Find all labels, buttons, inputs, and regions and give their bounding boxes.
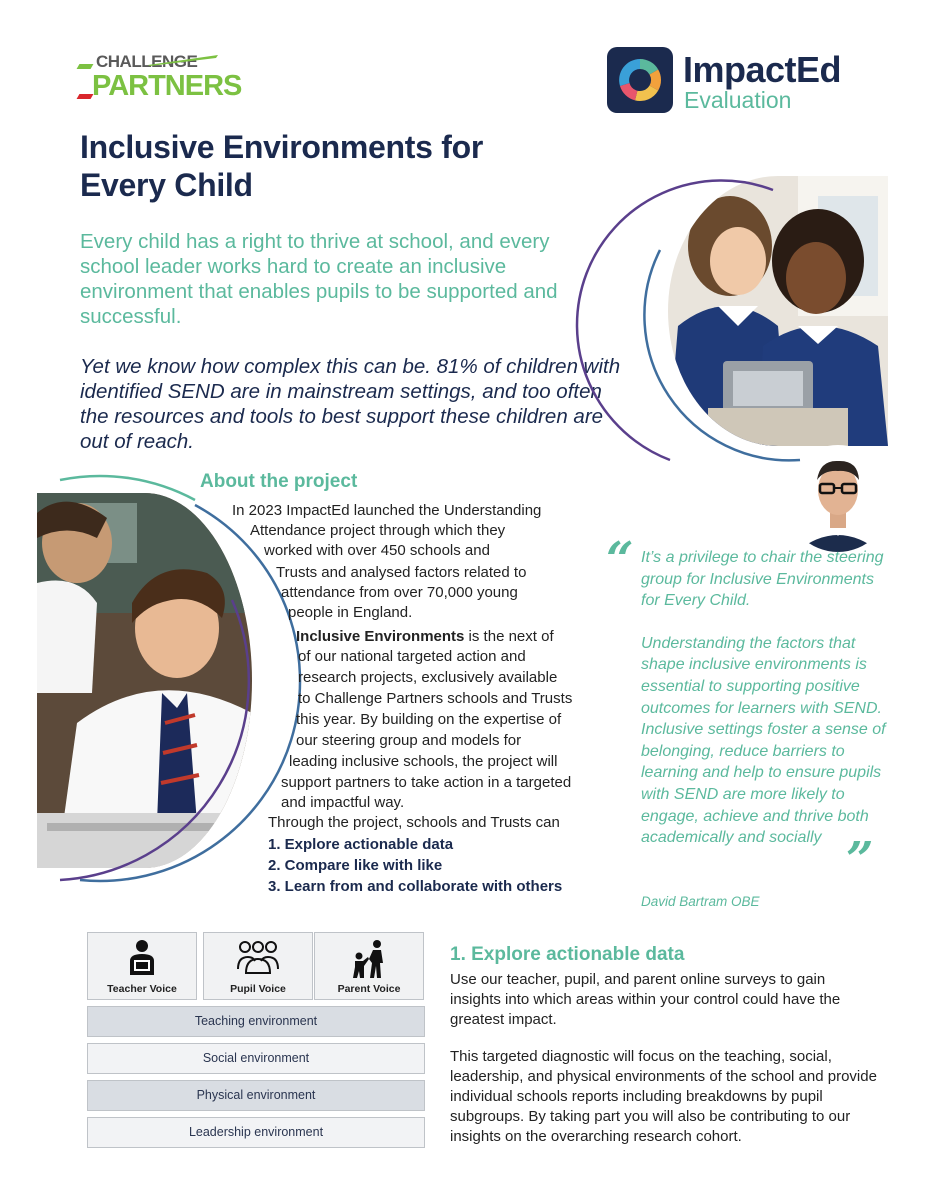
teaching-environment-row: Teaching environment xyxy=(87,1006,425,1037)
voice-label: Teacher Voice xyxy=(107,983,177,995)
impacted-logo-mark xyxy=(607,47,673,113)
pupils-robotics-photo xyxy=(668,176,888,446)
page-title xyxy=(80,128,600,204)
logo-accent-green xyxy=(77,64,94,69)
project-name: Inclusive Environments xyxy=(296,628,465,645)
about-line: this year. By building on the expertise of xyxy=(296,711,562,728)
project-intro: Through the project, schools and Trusts can xyxy=(268,814,560,831)
leadership-environment-row: Leadership environment xyxy=(87,1117,425,1148)
logo-swoosh xyxy=(148,55,218,67)
pupils-writing-photo xyxy=(37,493,252,868)
about-line: leading inclusive schools, the project will xyxy=(289,753,558,770)
send-statement xyxy=(80,354,628,454)
about-line: and impactful way. xyxy=(281,794,405,811)
about-line: worked with over 450 schools and xyxy=(264,542,490,559)
parent-voice-card xyxy=(314,932,424,1000)
impacted-logo-subtitle: Evaluation xyxy=(684,87,792,113)
title-line: Every Child xyxy=(80,167,253,203)
pupils-icon xyxy=(236,939,280,975)
social-environment-row: Social environment xyxy=(87,1043,425,1074)
voice-label: Pupil Voice xyxy=(230,983,286,995)
project-goal: 3. Learn from and collaborate with others xyxy=(268,878,563,895)
impacted-logo-name: ImpactEd xyxy=(683,49,842,90)
voice-label: Parent Voice xyxy=(337,983,401,995)
statement-line: identified SEND are in mainstream settings, and too often xyxy=(80,380,602,403)
about-line: our steering group and models for xyxy=(296,732,522,749)
project-goal: 1. Explore actionable data xyxy=(268,836,454,853)
statement-line: Yet we know how complex this can be. 81% of children with xyxy=(80,355,621,378)
about-line: attendance from over 70,000 young xyxy=(281,584,518,601)
intro-line: successful. xyxy=(80,305,182,328)
statement-line: out of reach. xyxy=(80,430,194,453)
about-line: In 2023 ImpactEd launched the Understanding xyxy=(232,502,542,519)
logo-text-partners: PARTNERS xyxy=(92,70,242,102)
explore-paragraph-1: Use our teacher, pupil, and parent online surveys to gain insights into which areas within your control could have the greatest impact. xyxy=(450,971,841,1028)
title-line: Inclusive Environments for xyxy=(80,129,483,165)
explore-heading: 1. Explore actionable data xyxy=(450,944,685,965)
statement-line: the resources and tools to best support these children are xyxy=(80,405,604,428)
physical-environment-row: Physical environment xyxy=(87,1080,425,1111)
pupil-voice-card xyxy=(203,932,313,1000)
logo-text-challenge: CHALLENGE xyxy=(96,52,198,71)
about-line: support partners to take action in a targeted xyxy=(281,774,572,791)
about-line: research projects, exclusively available xyxy=(298,669,558,686)
quote-paragraph: It’s a privilege to chair the steering group for Inclusive Environments for Every Child. xyxy=(641,549,884,610)
about-line: Attendance project through which they xyxy=(250,522,506,539)
open-quote-icon: “ xyxy=(606,532,634,588)
intro-paragraph xyxy=(80,229,610,329)
about-heading: About the project xyxy=(200,471,358,492)
teacher-icon xyxy=(127,939,157,975)
steering-quote xyxy=(641,547,891,849)
david-bartram-avatar xyxy=(783,445,893,555)
quote-author: David Bartram OBE xyxy=(641,894,760,909)
intro-line: school leader works hard to create an inclusive xyxy=(80,255,507,278)
logo-accent-red xyxy=(77,94,94,99)
about-line: Trusts and analysed factors related to xyxy=(276,564,527,581)
close-quote-icon: ” xyxy=(846,832,874,888)
about-line xyxy=(296,627,554,647)
intro-line: environment that enables pupils to be supported and xyxy=(80,280,558,303)
parent-child-icon xyxy=(349,939,389,979)
about-line: of our national targeted action and xyxy=(298,648,526,665)
about-line: people in England. xyxy=(288,604,413,621)
about-line: to Challenge Partners schools and Trusts xyxy=(298,690,573,707)
challenge-partners-logo xyxy=(78,52,242,102)
teacher-voice-card xyxy=(87,932,197,1000)
project-goal: 2. Compare like with like xyxy=(268,857,443,874)
quote-paragraph: Understanding the factors that shape inclusive environments is essential to supporting positive outcomes for learners with SEND. Inclusive settings foster a sense of belonging, reduce barriers to learning and help to ensure pupils with SEND are more likely to engage, achieve and thrive both academically and socially xyxy=(641,634,886,847)
impacted-logo xyxy=(607,47,867,115)
intro-line: Every child has a right to thrive at school, and every xyxy=(80,230,550,253)
explore-paragraph-2: This targeted diagnostic will focus on the teaching, social, leadership, and physical environments of the school and provide individual schools reports including breakdowns by pupil subgroups. By taking part you will also be contributing to our insights on the overarching research cohort. xyxy=(450,1048,877,1145)
about-line-rest: is the next of xyxy=(464,628,554,645)
